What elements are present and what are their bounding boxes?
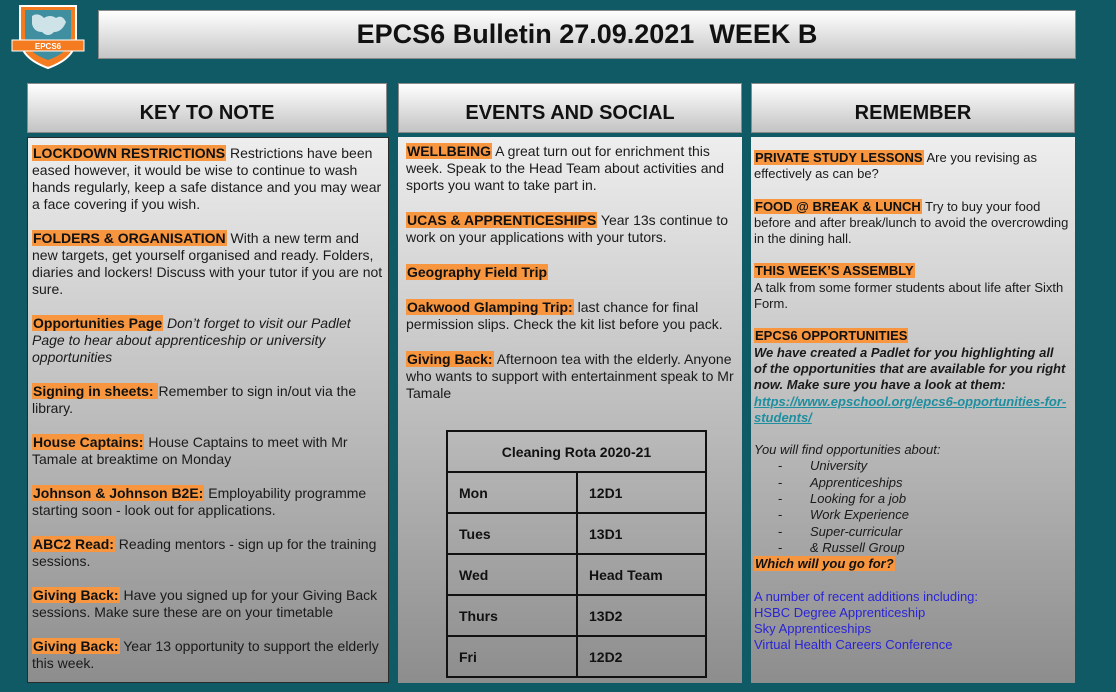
opportunities-intro: You will find opportunities about:	[754, 442, 941, 458]
rota-group: Head Team	[577, 554, 706, 595]
list-item: - Super-curricular	[778, 523, 903, 539]
rota-group: 12D1	[577, 472, 706, 513]
key-item: House Captains: House Captains to meet with Mr Tamale at breaktime on Monday	[32, 434, 348, 467]
rota-day: Mon	[447, 472, 577, 513]
key-item: FOLDERS & ORGANISATION With a new term and new targets, get yourself organised and ready. Folders, diaries and lockers! Discuss with your tutor if you are not sure.	[32, 230, 383, 297]
opportunities-text: We have created a Padlet for you highlighting all of the opportunities that are available for you right now. Make sure you have a look at them:	[754, 344, 1066, 393]
key-to-note-panel	[27, 137, 389, 683]
addition-link[interactable]: Virtual Health Careers Conference	[754, 637, 953, 653]
addition-link[interactable]: Sky Apprenticeships	[754, 621, 872, 637]
opportunities-question: Which will you go for?	[755, 556, 894, 572]
table-header-row	[447, 431, 706, 472]
rota-group: 13D2	[577, 595, 706, 636]
events-heading: EVENTS AND SOCIAL	[398, 83, 742, 133]
events-item: WELLBEING A great turn out for enrichment this week. Speak to the Head Team about activities and sports you want to take part in.	[406, 143, 725, 193]
padlet-link[interactable]: https://www.epschool.org/epcs6-opportunities-for-students/	[754, 393, 1067, 425]
cleaning-rota-table	[446, 430, 707, 678]
rota-title: Cleaning Rota 2020-21	[447, 431, 706, 472]
events-item: UCAS & APPRENTICESHIPS Year 13s continue to work on your applications with your tutors.	[406, 212, 729, 245]
list-item: - University	[778, 458, 868, 474]
table-row	[447, 472, 706, 513]
key-item: Giving Back: Year 13 opportunity to support the elderly this week.	[32, 638, 379, 671]
rota-day: Thurs	[447, 595, 577, 636]
key-item: LOCKDOWN RESTRICTIONS Restrictions have been eased however, it would be wise to continue to wash hands regularly, keep a safe distance and you may wear a face covering if you wish.	[32, 145, 382, 212]
rota-group: 13D1	[577, 513, 706, 554]
additions-intro: A number of recent additions including:	[754, 588, 979, 604]
opportunities-label: EPCS6 OPPORTUNITIES	[755, 328, 908, 344]
table-row	[447, 636, 706, 677]
opportunities-list	[754, 442, 1069, 572]
opportunities-bullets	[754, 458, 1069, 556]
list-item: - & Russell Group	[778, 539, 905, 555]
rota-day: Tues	[447, 513, 577, 554]
key-item: Signing in sheets: Remember to sign in/out via the library.	[32, 383, 357, 416]
key-item: Giving Back: Have you signed up for your Giving Back sessions. Make sure these are on your timetable	[32, 587, 378, 620]
remember-item: FOOD @ BREAK & LUNCH Try to buy your food before and after break/lunch to avoid the overcrowding in the dining hall.	[754, 198, 1069, 247]
school-logo	[8, 2, 88, 70]
key-item: Opportunities Page Don’t forget to visit our Padlet Page to hear about apprenticeship or university opportunities	[32, 315, 351, 365]
opportunities-block	[754, 328, 1069, 426]
events-item: Geography Field Trip	[407, 264, 548, 280]
list-item: - Looking for a job	[778, 491, 907, 507]
rota-day: Wed	[447, 554, 577, 595]
bulletin-title: EPCS6 Bulletin 27.09.2021 WEEK B	[98, 10, 1076, 59]
remember-item: THIS WEEK’S ASSEMBLY A talk from some former students about life after Sixth Form.	[754, 263, 1064, 312]
list-item: - Apprenticeships	[778, 474, 903, 490]
remember-heading: REMEMBER	[751, 83, 1075, 133]
table-row	[447, 595, 706, 636]
key-item: Johnson & Johnson B2E: Employability programme starting soon - look out for applications.	[32, 485, 367, 518]
svg-text:EPCS6: EPCS6	[34, 42, 62, 51]
key-to-note-heading: KEY TO NOTE	[27, 83, 387, 133]
events-item: Giving Back: Afternoon tea with the elderly. Anyone who wants to support with entertainment speak to Mr Tamale	[406, 351, 734, 401]
events-item: Oakwood Glamping Trip: last chance for final permission slips. Check the kit list before you pack.	[406, 299, 723, 332]
recent-additions	[754, 589, 1069, 654]
shield-logo-icon	[8, 2, 88, 70]
rota-day: Fri	[447, 636, 577, 677]
remember-item: PRIVATE STUDY LESSONS Are you revising as effectively as can be?	[754, 150, 1038, 182]
rota-group: 12D2	[577, 636, 706, 677]
addition-link[interactable]: HSBC Degree Apprenticeship	[754, 604, 926, 620]
key-item: ABC2 Read: Reading mentors - sign up for the training sessions.	[32, 536, 377, 569]
table-row	[447, 554, 706, 595]
table-row	[447, 513, 706, 554]
remember-panel	[751, 137, 1075, 683]
list-item: - Work Experience	[778, 507, 909, 523]
